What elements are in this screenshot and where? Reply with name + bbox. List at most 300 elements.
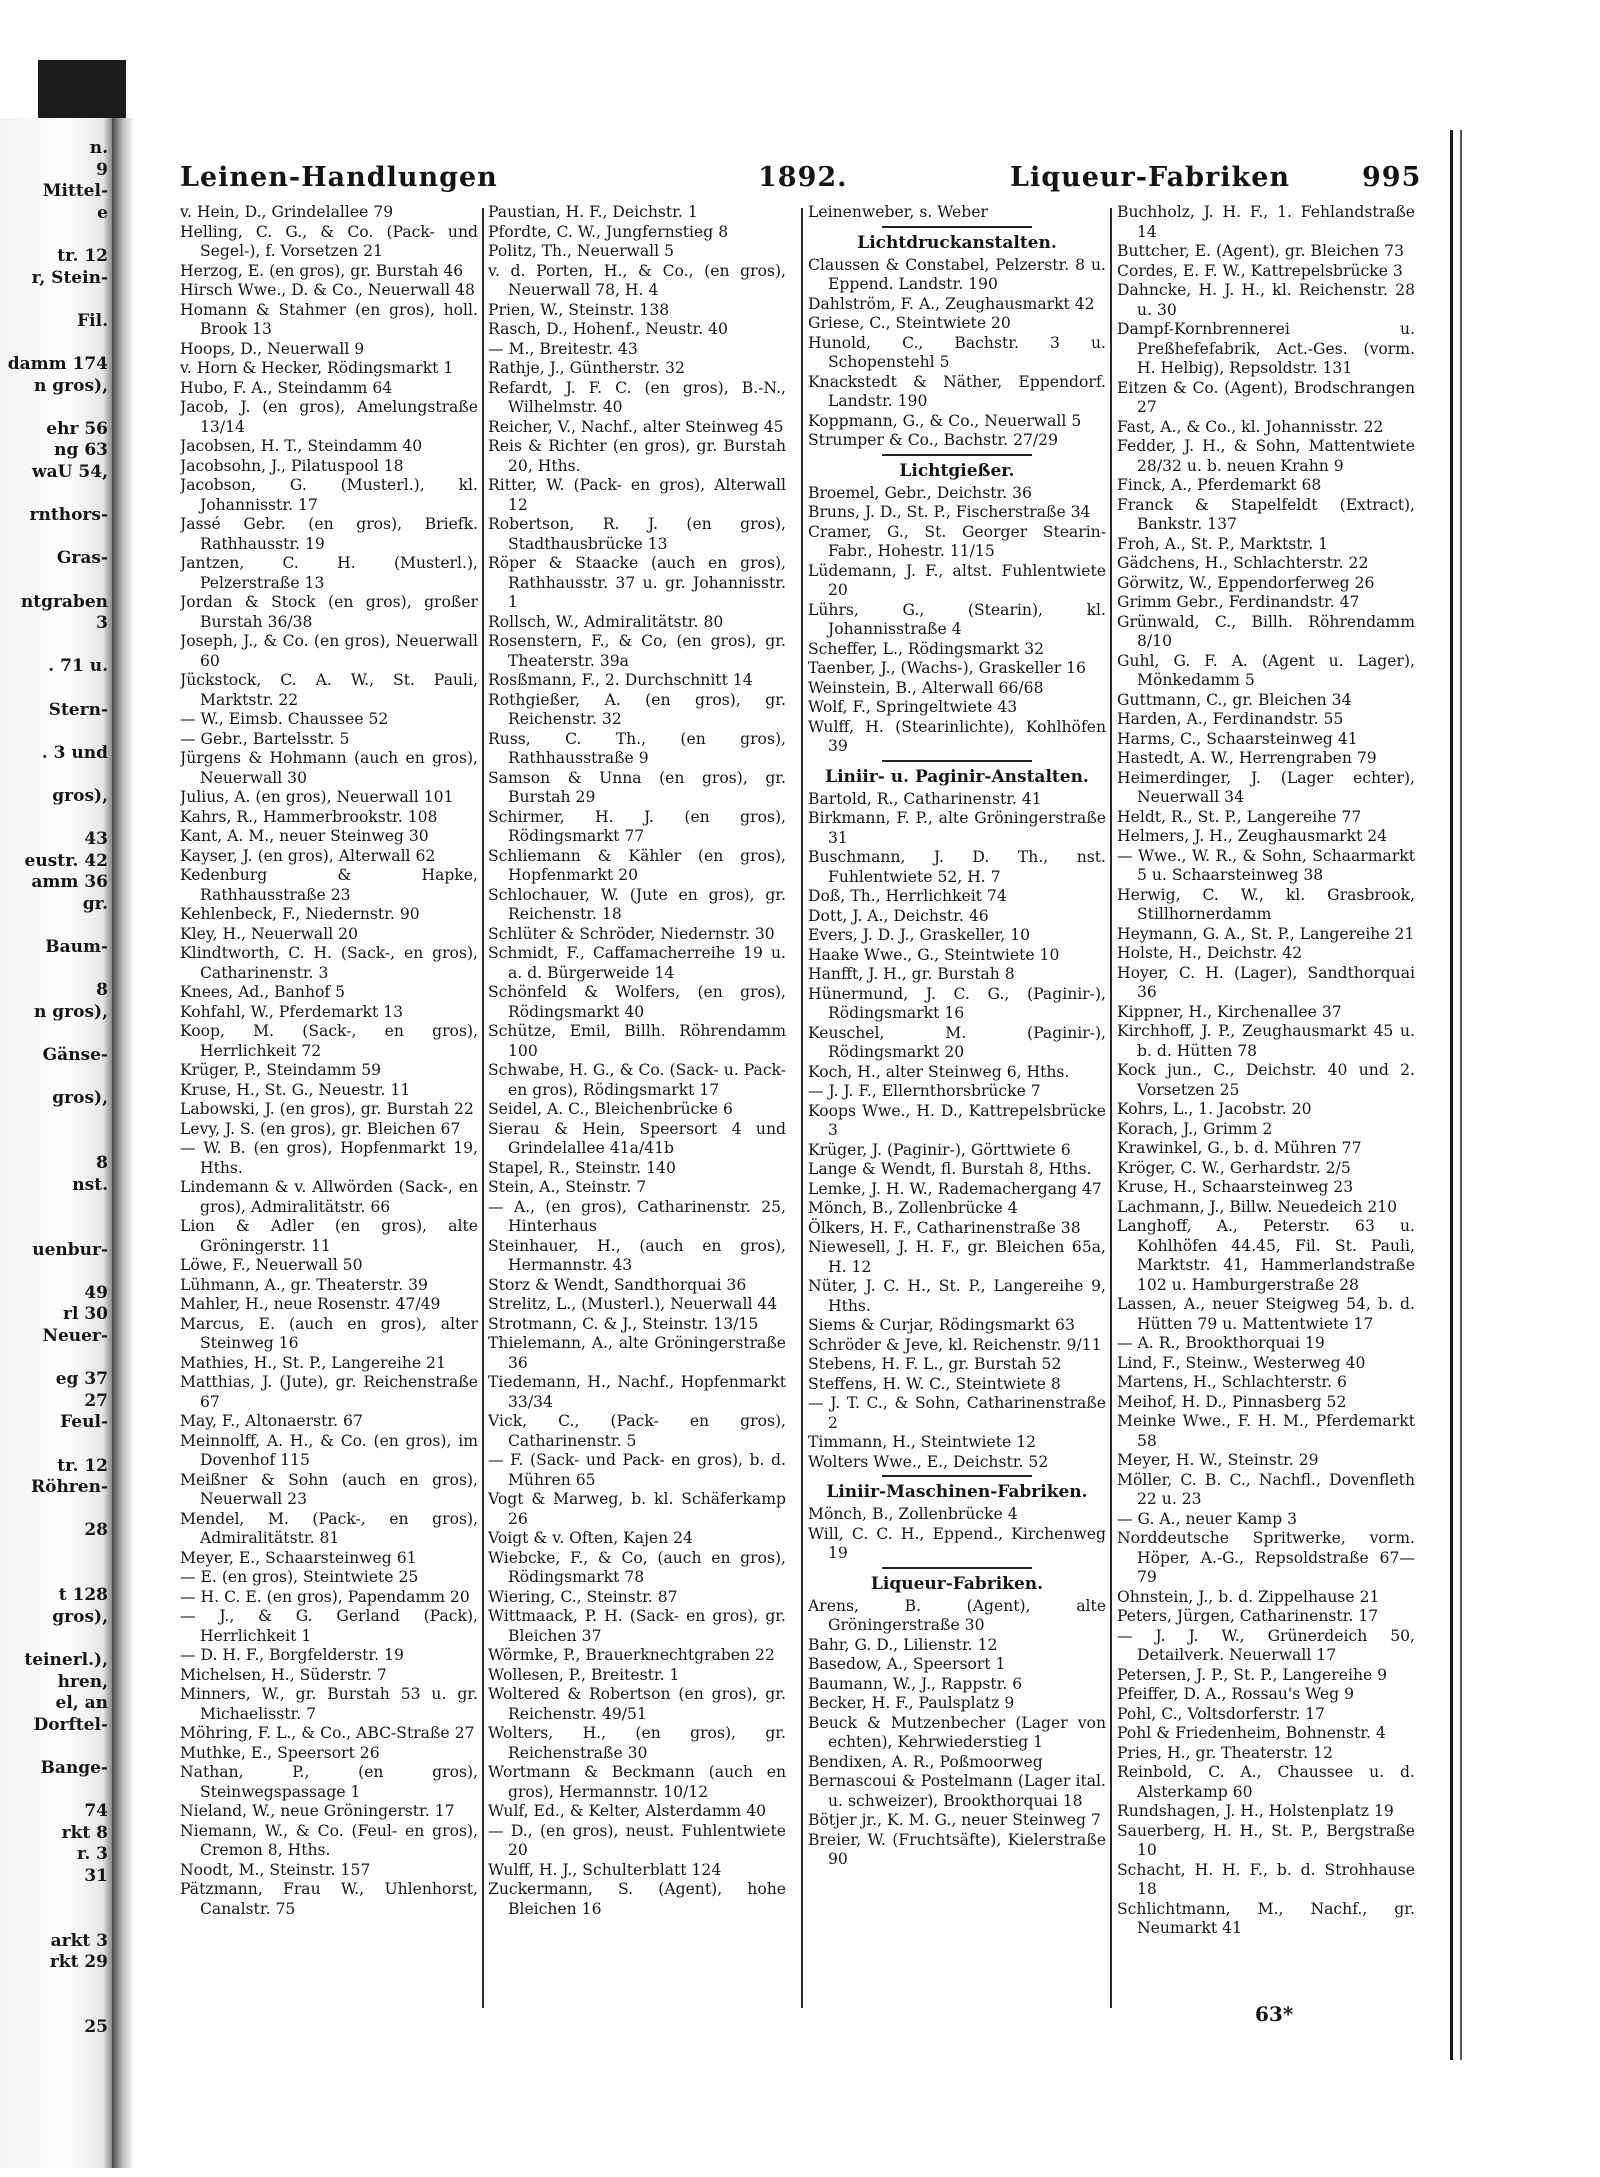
directory-entry: Prien, W., Steinstr. 138 (488, 300, 670, 319)
previous-page-line: Baum- (45, 937, 108, 958)
directory-entry: Klindtworth, C. H. (Sack-, en gros), Catharinenstr. 3 (180, 944, 478, 982)
directory-entry: — H. C. E. (en gros), Papendamm 20 (180, 1587, 470, 1606)
directory-entry: Ohnstein, J., b. d. Zippelhause 21 (1117, 1587, 1380, 1606)
directory-entry: Norddeutsche Spritwerke, vorm. Höper, A.-G., Repsoldstraße 67—79 (1117, 1529, 1415, 1586)
directory-entry: Levy, J. S. (en gros), gr. Bleichen 67 (180, 1119, 461, 1138)
directory-entry: Görwitz, W., Eppendorferweg 26 (1117, 573, 1375, 592)
directory-entry: — W. B. (en gros), Hopfenmarkt 19, Hths. (180, 1139, 478, 1177)
directory-entry: Reinbold, C. A., Chaussee u. d. Alsterkamp 60 (1117, 1763, 1415, 1801)
directory-entry: Knees, Ad., Banhof 5 (180, 983, 346, 1001)
directory-entry: Schlüter & Schröder, Niedernstr. 30 (488, 924, 775, 943)
previous-page-line: el, an (55, 1693, 108, 1714)
directory-entry: Niemann, W., & Co. (Feul- en gros), Cremon 8, Hths. (180, 1821, 478, 1859)
directory-entry: Jürgens & Hohmann (auch en gros), Neuerwall 30 (180, 749, 478, 787)
directory-entry: Schlochauer, W. (Jute en gros), gr. Reichenstr. 18 (488, 885, 786, 923)
previous-page-line: eustr. 42 (24, 850, 108, 871)
directory-entry: Buschmann, J. D. Th., nst. Fuhlentwiete 52, H. 7 (808, 848, 1106, 886)
directory-entry: Froh, A., St. P., Marktstr. 1 (1117, 534, 1329, 553)
directory-entry: Krüger, J. (Paginir-), Görttwiete 6 (808, 1140, 1071, 1159)
previous-page-line: Fil. (77, 310, 108, 331)
directory-entry: Helmers, J. H., Zeughausmarkt 24 (1117, 827, 1388, 845)
directory-entry: Wolf, F., Springeltwiete 43 (808, 698, 1018, 716)
directory-entry: Gädchens, H., Schlachterstr. 22 (1117, 554, 1369, 572)
directory-entry: Dott, J. A., Deichstr. 46 (808, 906, 989, 925)
directory-entry: Meyer, E., Schaarsteinweg 61 (180, 1548, 417, 1567)
directory-entry: Ölkers, H. F., Catharinenstraße 38 (808, 1218, 1081, 1237)
directory-entry: Kröger, C. W., Gerhardstr. 2/5 (1117, 1158, 1351, 1177)
directory-entry: Lassen, A., neuer Steigweg 54, b. d. Hütten 79 u. Mattentwiete 17 (1117, 1295, 1415, 1333)
directory-entry: Becker, H. F., Paulsplatz 9 (808, 1694, 1015, 1712)
directory-entry: Möller, C. B. C., Nachfl., Dovenfleth 22 u. 23 (1117, 1470, 1415, 1508)
directory-entry: Rothgießer, A. (en gros), gr. Reichenstr. 32 (488, 690, 786, 728)
previous-page-line: t 128 (58, 1585, 108, 1606)
directory-entry: Jassé Gebr. (en gros), Briefk. Rathhausstr. 19 (180, 515, 478, 553)
directory-entry: Guhl, G. F. A. (Agent u. Lager), Mönkedamm 5 (1117, 651, 1415, 689)
directory-entry: Wulf, Ed., & Kelter, Alsterdamm 40 (488, 1802, 767, 1820)
directory-entry: Bartold, R., Catharinenstr. 41 (808, 789, 1042, 808)
directory-entry: Hubo, F. A., Steindamm 64 (180, 378, 393, 397)
directory-entry: Buchholz, J. H. F., 1. Fehlandstraße 14 (1117, 203, 1415, 241)
directory-entry: Pätzmann, Frau W., Uhlenhorst, Canalstr. 75 (180, 1880, 478, 1918)
directory-entry: May, F., Altonaerstr. 67 (180, 1412, 363, 1430)
directory-entry: Labowski, J. (en gros), gr. Burstah 22 (180, 1100, 474, 1118)
directory-entry: Politz, Th., Neuerwall 5 (488, 242, 675, 260)
previous-page-line: r. 3 (76, 1844, 108, 1865)
column-rule (801, 208, 803, 2008)
directory-entry: Schacht, H. H. F., b. d. Strohhause 18 (1117, 1860, 1415, 1898)
previous-page-line: Gras- (56, 548, 108, 569)
directory-entry: Herzog, E. (en gros), gr. Burstah 46 (180, 261, 464, 280)
previous-page-line: . 3 und (41, 742, 108, 763)
directory-entry: Koch, H., alter Steinweg 6, Hths. (808, 1062, 1070, 1081)
directory-entry: Fedder, J. H., & Sohn, Mattentwiete 28/32 u. b. neuen Krahn 9 (1117, 437, 1415, 475)
page-edge-line-inner (1460, 130, 1462, 2060)
directory-entry: Rosenstern, F., & Co, (en gros), gr. Theaterstr. 39a (488, 632, 786, 670)
directory-entry: Heymann, G. A., St. P., Langereihe 21 (1117, 924, 1415, 943)
section-heading: Lichtgießer. (899, 460, 1015, 481)
directory-entry: Kirchhoff, J. P., Zeughausmarkt 45 u. b. d. Hütten 78 (1117, 1022, 1415, 1060)
directory-entry: Grimm Gebr., Ferdinandstr. 47 (1117, 593, 1360, 611)
previous-page-line: r, Stein- (31, 267, 108, 288)
directory-entry: Thielemann, A., alte Gröningerstraße 36 (488, 1334, 786, 1372)
directory-entry: Weinstein, B., Alterwall 66/68 (808, 678, 1044, 697)
directory-entry: — E. (en gros), Steintwiete 25 (180, 1568, 419, 1586)
gutter-shadow (112, 118, 134, 2168)
directory-entry: Franck & Stapelfeldt (Extract), Bankstr. 137 (1117, 495, 1415, 533)
directory-entry: Wortmann & Beckmann (auch en gros), Hermannstr. 10/12 (488, 1763, 786, 1801)
directory-entry: Griese, C., Steintwiete 20 (808, 314, 1011, 332)
directory-entry: Reicher, V., Nachf., alter Steinweg 45 (488, 417, 784, 436)
directory-entry: Broemel, Gebr., Deichstr. 36 (808, 483, 1032, 502)
previous-page-line: Bange- (40, 1758, 108, 1778)
directory-entry: Wollesen, P., Breitestr. 1 (488, 1665, 680, 1684)
directory-entry: Kippner, H., Kirchenallee 37 (1117, 1002, 1342, 1021)
previous-page-line: ehr 56 (46, 418, 108, 439)
previous-page-line: uenbur- (32, 1239, 108, 1260)
previous-page-line: Mittel- (42, 181, 108, 202)
directory-entry: Russ, C. Th., (en gros), Rathhausstraße 9 (488, 729, 786, 767)
directory-entry: — D. H. F., Borgfelderstr. 19 (180, 1646, 404, 1664)
directory-entry: Koppmann, G., & Co., Neuerwall 5 (808, 411, 1082, 430)
previous-page-line: arkt 3 (50, 1930, 108, 1951)
directory-entry: Kayser, J. (en gros), Alterwall 62 (180, 846, 436, 865)
directory-entry: Kant, A. M., neuer Steinweg 30 (180, 827, 429, 845)
directory-entry: Grünwald, C., Billh. Röhrendamm 8/10 (1117, 612, 1415, 650)
directory-entry: Wulff, H. (Stearinlichte), Kohlhöfen 39 (808, 717, 1106, 755)
directory-entry: Stebens, H. F. L., gr. Burstah 52 (808, 1355, 1062, 1373)
directory-entry: Julius, A. (en gros), Neuerwall 101 (180, 788, 454, 806)
section-rule (882, 226, 1032, 228)
directory-entry: Mahler, H., neue Rosenstr. 47/49 (180, 1295, 441, 1313)
directory-entry: Koop, M. (Sack-, en gros), Herrlichkeit 72 (180, 1022, 478, 1060)
directory-entry: Koops Wwe., H. D., Kattrepelsbrücke 3 (808, 1101, 1106, 1139)
directory-entry: Nathan, P., (en gros), Steinwegspassage 1 (180, 1763, 478, 1801)
directory-entry: Bendixen, A. R., Poßmoorweg (808, 1752, 1043, 1771)
previous-page-line: 25 (84, 2017, 108, 2038)
previous-page-line: amm 36 (31, 872, 108, 893)
directory-entry: Dampf-Kornbrennerei u. Preßhefefabrik, Act.-Ges. (vorm. H. Helbig), Repsoldstr. 131 (1117, 320, 1415, 377)
previous-page-line: Dorftel- (33, 1714, 108, 1735)
directory-entry: Mönch, B., Zollenbrücke 4 (808, 1199, 1018, 1217)
previous-page-fragment (0, 118, 112, 2168)
directory-entry: Rollsch, W., Admiralitätstr. 80 (488, 612, 724, 631)
directory-entry: Peters, Jürgen, Catharinenstr. 17 (1117, 1607, 1379, 1625)
previous-page-line: waU 54, (32, 462, 108, 482)
directory-entry: Krawinkel, G., b. d. Mühren 77 (1117, 1139, 1362, 1157)
directory-entry: Jacobsohn, J., Pilatuspool 18 (180, 456, 404, 475)
directory-entry: Basedow, A., Speersort 1 (808, 1655, 1006, 1673)
previous-page-line: teinerl.), (24, 1650, 108, 1670)
directory-entry: Samson & Unna (en gros), gr. Burstah 29 (488, 768, 786, 806)
directory-entry: Meihof, H. D., Pinnasberg 52 (1117, 1392, 1347, 1411)
directory-entry: Strelitz, L., (Musterl.), Neuerwall 44 (488, 1295, 778, 1313)
previous-page-line: n gros), (34, 1002, 108, 1022)
page-edge-line (1450, 130, 1453, 2060)
directory-entry: Mathies, H., St. P., Langereihe 21 (180, 1353, 446, 1372)
directory-entry: Lange & Wendt, fl. Burstah 8, Hths. (808, 1160, 1092, 1178)
previous-page-line: ng 63 (54, 440, 108, 461)
directory-entry: Pfordte, C. W., Jungfernstieg 8 (488, 222, 729, 241)
directory-entry: Steffens, H. W. C., Steintwiete 8 (808, 1374, 1061, 1393)
directory-entry: v. Hein, D., Grindelallee 79 (180, 203, 394, 221)
directory-entry: Joseph, J., & Co. (en gros), Neuerwall 60 (180, 632, 478, 670)
directory-entry: Ritter, W. (Pack- en gros), Alterwall 12 (488, 476, 786, 514)
directory-entry: Pohl & Friedenheim, Bohnenstr. 4 (1117, 1724, 1386, 1742)
directory-entry: Lühmann, A., gr. Theaterstr. 39 (180, 1275, 428, 1294)
directory-entry: Schmidt, F., Caffamacherreihe 19 u. a. d. Bürgerweide 14 (488, 944, 786, 982)
directory-entry: Wolters Wwe., E., Deichstr. 52 (808, 1452, 1049, 1471)
directory-entry: Evers, J. D. J., Graskeller, 10 (808, 926, 1031, 944)
directory-entry: — A. R., Brookthorquai 19 (1117, 1334, 1325, 1352)
directory-entry: Taenber, J., (Wachs-), Graskeller 16 (808, 659, 1086, 677)
previous-page-line: tr. 12 (57, 1455, 108, 1476)
directory-entry: Woltered & Robertson (en gros), gr. Reichenstr. 49/51 (488, 1685, 786, 1723)
directory-entry: Hoops, D., Neuerwall 9 (180, 339, 365, 358)
directory-entry: Tiedemann, H., Nachf., Hopfenmarkt 33/34 (488, 1373, 786, 1411)
directory-column-1 (180, 203, 478, 2013)
directory-entry: Schirmer, H. J. (en gros), Rödingsmarkt 77 (488, 807, 786, 845)
directory-entry: Fast, A., & Co., kl. Johannisstr. 22 (1117, 417, 1384, 436)
header-year: 1892. (758, 162, 848, 193)
directory-entry: Bötjer jr., K. M. G., neuer Steinweg 7 (808, 1811, 1101, 1829)
section-rule (882, 760, 1032, 762)
directory-entry: Petersen, J. P., St. P., Langereihe 9 (1117, 1665, 1388, 1684)
previous-page-line: 74 (84, 1801, 108, 1822)
directory-entry: Rathje, J., Güntherstr. 32 (488, 359, 685, 377)
top-margin (0, 0, 1600, 60)
previous-page-line: 9 (96, 159, 108, 180)
directory-entry: Matthias, J. (Jute), gr. Reichenstraße 67 (180, 1373, 478, 1411)
directory-entry: Löwe, F., Neuerwall 50 (180, 1256, 363, 1274)
directory-entry: Strotmann, C. & J., Steinstr. 13/15 (488, 1314, 759, 1333)
directory-entry: Nüter, J. C. H., St. P., Langereihe 9, Hths. (808, 1277, 1106, 1315)
directory-entry: Kruse, H., St. G., Neuestr. 11 (180, 1080, 411, 1099)
directory-entry: Lachmann, J., Billw. Neuedeich 210 (1117, 1197, 1398, 1216)
directory-entry: Stein, A., Steinstr. 7 (488, 1178, 647, 1196)
directory-entry: Bernascoui & Postelmann (Lager ital. u. schweizer), Brookthorquai 18 (808, 1772, 1106, 1810)
directory-entry: Kruse, H., Schaarsteinweg 23 (1117, 1178, 1354, 1196)
previous-page-line: e (97, 202, 108, 223)
directory-entry: Cramer, G., St. Georger Stearin-Fabr., Hohestr. 11/15 (808, 522, 1106, 560)
header-left-title: Leinen-Handlungen (180, 162, 498, 193)
directory-entry: Herwig, C. W., kl. Grasbrook, Stillhornerdamm (1117, 885, 1415, 923)
column-rule (1110, 208, 1112, 2008)
directory-entry: Vogt & Marweg, b. kl. Schäferkamp 26 (488, 1490, 786, 1528)
directory-entry: Meinnolff, A. H., & Co. (en gros), im Dovenhof 115 (180, 1431, 478, 1469)
directory-entry: Schliemann & Kähler (en gros), Hopfenmarkt 20 (488, 846, 786, 884)
directory-entry: Leinenweber, s. Weber (808, 203, 988, 221)
directory-entry: — G. A., neuer Kamp 3 (1117, 1509, 1298, 1528)
directory-entry: — W., Eimsb. Chaussee 52 (180, 710, 389, 728)
signature-mark: 63* (1255, 2002, 1294, 2026)
directory-entry: Schwabe, H. G., & Co. (Sack- u. Pack- en gros), Rödingsmarkt 17 (488, 1061, 786, 1099)
directory-entry: Meißner & Sohn (auch en gros), Neuerwall 23 (180, 1470, 478, 1508)
directory-entry: Martens, H., Schlachterstr. 6 (1117, 1373, 1347, 1391)
previous-page-line: gros), (52, 1088, 108, 1109)
previous-page-line: rkt 29 (49, 1952, 108, 1973)
directory-entry: Keuschel, M. (Paginir-), Rödingsmarkt 20 (808, 1023, 1106, 1061)
directory-entry: Jacobsen, H. T., Steindamm 40 (180, 437, 423, 455)
directory-entry: — J. T. C., & Sohn, Catharinenstraße 2 (808, 1394, 1106, 1432)
directory-entry: Hünermund, J. C. G., (Paginir-), Rödingsmarkt 16 (808, 984, 1106, 1022)
previous-page-line: ntgraben (20, 591, 108, 612)
directory-entry: Heimerdinger, J. (Lager echter), Neuerwall 34 (1117, 768, 1415, 806)
previous-page-line: 43 (84, 829, 108, 850)
directory-entry: Meinke Wwe., F. H. M., Pferdemarkt 58 (1117, 1412, 1415, 1450)
directory-entry: Jacob, J. (en gros), Amelungstraße 13/14 (180, 398, 478, 436)
directory-entry: Kehlenbeck, F., Niedernstr. 90 (180, 905, 420, 923)
directory-entry: Doß, Th., Herrlichkeit 74 (808, 887, 1007, 905)
directory-entry: Will, C. C. H., Eppend., Kirchenweg 19 (808, 1524, 1106, 1562)
previous-page-line: 27 (84, 1390, 108, 1411)
directory-column-3 (808, 203, 1106, 2013)
directory-entry: Meyer, H. W., Steinstr. 29 (1117, 1451, 1319, 1469)
previous-page-line: hren, (57, 1671, 108, 1692)
directory-entry: Marcus, E. (auch en gros), alter Steinweg 16 (180, 1314, 478, 1352)
section-heading: Liqueur-Fabriken. (870, 1573, 1044, 1594)
directory-entry: Harden, A., Ferdinandstr. 55 (1117, 710, 1344, 728)
directory-entry: Korach, J., Grimm 2 (1117, 1119, 1273, 1138)
directory-entry: Jacobson, G. (Musterl.), kl. Johannisstr. 17 (180, 476, 478, 514)
directory-entry: Arens, B. (Agent), alte Gröningerstraße 30 (808, 1596, 1106, 1634)
previous-page-line: gros), (52, 786, 108, 806)
directory-column-4 (1117, 203, 1415, 2013)
book-spine-shadow (38, 60, 126, 118)
section-heading: Liniir- u. Paginir-Anstalten. (825, 766, 1089, 787)
previous-page-line: Gänse- (42, 1045, 108, 1066)
previous-page-line: 31 (84, 1866, 108, 1886)
directory-entry: Pohl, C., Voltsdorferstr. 17 (1117, 1704, 1325, 1723)
directory-entry: — J., & G. Gerland (Pack), Herrlichkeit 1 (180, 1607, 478, 1645)
directory-entry: Robertson, R. J. (en gros), Stadthausbrücke 13 (488, 515, 786, 553)
previous-page-line: n gros), (34, 375, 108, 396)
directory-entry: Beuck & Mutzenbecher (Lager von echten), Kehrwiederstieg 1 (808, 1713, 1106, 1751)
directory-entry: Hoyer, C. H. (Lager), Sandthorquai 36 (1117, 963, 1415, 1001)
directory-entry: Kock jun., C., Deichstr. 40 und 2. Vorsetzen 25 (1117, 1061, 1415, 1099)
directory-entry: Pfeiffer, D. A., Rossau's Weg 9 (1117, 1685, 1354, 1703)
directory-entry: Schlichtmann, M., Nachf., gr. Neumarkt 41 (1117, 1899, 1415, 1937)
directory-entry: Sierau & Hein, Speersort 4 und Grindelallee 41a/41b (488, 1119, 786, 1157)
previous-page-line: nst. (72, 1174, 108, 1195)
directory-entry: Wiering, C., Steinstr. 87 (488, 1587, 678, 1606)
directory-entry: Timmann, H., Steintwiete 12 (808, 1433, 1037, 1451)
section-heading: Lichtdruckanstalten. (857, 232, 1057, 253)
directory-entry: Schütze, Emil, Billh. Röhrendamm 100 (488, 1022, 786, 1060)
directory-entry: Langhoff, A., Peterstr. 63 u. Kohlhöfen 44.45, Fil. St. Pauli, Marktstr. 41, Hammerlandstraße 102 u. Hamburgerstraße 28 (1117, 1217, 1415, 1294)
directory-entry: Steinhauer, H., (auch en gros), Hermannstr. 43 (488, 1236, 786, 1274)
directory-entry: Paustian, H. F., Deichstr. 1 (488, 203, 698, 221)
previous-page-line: rl 30 (63, 1304, 108, 1325)
directory-entry: Kahrs, R., Hammerbrookstr. 108 (180, 807, 438, 826)
previous-page-line: Neuer- (42, 1326, 108, 1346)
directory-entry: Refardt, J. F. C. (en gros), B.-N., Wilhelmstr. 40 (488, 378, 786, 416)
section-heading: Liniir-Maschinen-Fabriken. (826, 1482, 1088, 1502)
previous-page-line: tr. 12 (57, 246, 108, 266)
directory-entry: Bruns, J. D., St. P., Fischerstraße 34 (808, 503, 1091, 521)
directory-entry: Mendel, M. (Pack-, en gros), Admiralitätstr. 81 (180, 1509, 478, 1547)
directory-entry: Wörmke, P., Brauerknechtgraben 22 (488, 1646, 775, 1664)
directory-entry: Dahlström, F. A., Zeughausmarkt 42 (808, 294, 1095, 313)
directory-entry: — F. (Sack- und Pack- en gros), b. d. Mühren 65 (488, 1451, 786, 1489)
directory-entry: Haake Wwe., G., Steintwiete 10 (808, 945, 1060, 964)
directory-entry: Hastedt, A. W., Herrengraben 79 (1117, 749, 1377, 767)
previous-page-line: gr. (82, 894, 108, 914)
directory-entry: Wittmaack, P. H. (Sack- en gros), gr. Bleichen 37 (488, 1607, 786, 1645)
directory-entry: Stapel, R., Steinstr. 140 (488, 1158, 676, 1177)
previous-page-line: Stern- (48, 699, 108, 720)
previous-page-line: 49 (84, 1282, 108, 1303)
directory-entry: Voigt & v. Often, Kajen 24 (488, 1529, 693, 1547)
previous-page-line: rnthors- (29, 505, 108, 526)
directory-entry: Krüger, P., Steindamm 59 (180, 1061, 382, 1079)
directory-entry: Eitzen & Co. (Agent), Brodschrangen 27 (1117, 378, 1415, 416)
header-right-title: Liqueur-Fabriken (1010, 162, 1291, 193)
directory-entry: Nieland, W., neue Gröningerstr. 17 (180, 1802, 455, 1820)
directory-entry: Homann & Stahmer (en gros), holl. Brook 13 (180, 300, 478, 338)
directory-entry: Rasch, D., Hohenf., Neustr. 40 (488, 320, 728, 338)
directory-entry: Guttmann, C., gr. Bleichen 34 (1117, 690, 1352, 709)
page-number: 995 (1362, 162, 1422, 193)
previous-page-line: eg 37 (55, 1369, 108, 1390)
directory-column-2 (488, 203, 786, 2013)
directory-entry: Noodt, M., Steinstr. 157 (180, 1860, 371, 1879)
previous-page-line: 8 (96, 980, 108, 1001)
previous-page-line: n. (89, 138, 108, 158)
directory-entry: Pries, H., gr. Theaterstr. 12 (1117, 1743, 1333, 1762)
previous-page-line: rkt 8 (61, 1822, 108, 1843)
section-rule (882, 1475, 1032, 1477)
directory-entry: Bahr, G. D., Lilienstr. 12 (808, 1635, 998, 1654)
directory-entry: — D., (en gros), neust. Fuhlentwiete 20 (488, 1821, 786, 1859)
directory-entry: Sauerberg, H. H., St. P., Bergstraße 10 (1117, 1821, 1415, 1859)
directory-entry: Jückstock, C. A. W., St. Pauli, Marktstr. 22 (180, 671, 478, 709)
previous-page-line: damm 174 (7, 354, 108, 374)
directory-entry: Heldt, R., St. P., Langereihe 77 (1117, 807, 1362, 826)
directory-entry: Jantzen, C. H. (Musterl.), Pelzerstraße 13 (180, 554, 478, 592)
directory-entry: Lindemann & v. Allwörden (Sack-, en gros), Admiralitätstr. 66 (180, 1178, 478, 1216)
directory-entry: Muthke, E., Speersort 26 (180, 1743, 380, 1762)
directory-entry: Finck, A., Pferdemarkt 68 (1117, 476, 1322, 494)
directory-entry: — J. J. F., Ellernthorsbrücke 7 (808, 1082, 1041, 1100)
directory-entry: Reis & Richter (en gros), gr. Burstah 20, Hths. (488, 437, 786, 475)
directory-entry: Cordes, E. F. W., Kattrepelsbrücke 3 (1117, 261, 1403, 280)
directory-entry: — Wwe., W. R., & Sohn, Schaarmarkt 5 u. Schaarsteinweg 38 (1117, 846, 1415, 884)
directory-entry: Lion & Adler (en gros), alte Gröningerstr. 11 (180, 1217, 478, 1255)
directory-entry: Dahncke, H. J. H., kl. Reichenstr. 28 u. 30 (1117, 281, 1415, 319)
directory-entry: Schönfeld & Wolfers, (en gros), Rödingsmarkt 40 (488, 983, 786, 1021)
directory-entry: Scheffer, L., Rödingsmarkt 32 (808, 639, 1045, 658)
directory-entry: Zuckermann, S. (Agent), hohe Bleichen 16 (488, 1880, 786, 1918)
directory-entry: Minners, W., gr. Burstah 53 u. gr. Michaelisstr. 7 (180, 1685, 478, 1723)
directory-entry: — M., Breitestr. 43 (488, 339, 638, 358)
directory-entry: Hirsch Wwe., D. & Co., Neuerwall 48 (180, 281, 475, 299)
directory-entry: v. d. Porten, H., & Co., (en gros), Neuerwall 78, H. 4 (488, 261, 786, 299)
directory-entry: Lührs, G., (Stearin), kl. Johannisstraße 4 (808, 600, 1106, 638)
previous-page-line: . 71 u. (48, 656, 108, 677)
directory-entry: Röper & Staacke (auch en gros), Rathhausstr. 37 u. gr. Johannisstr. 1 (488, 554, 786, 611)
directory-entry: Siems & Curjar, Rödingsmarkt 63 (808, 1316, 1075, 1334)
directory-entry: Hanfft, J. H., gr. Burstah 8 (808, 965, 1015, 983)
directory-entry: Strumper & Co., Bachstr. 27/29 (808, 431, 1059, 449)
directory-entry: Kley, H., Neuerwall 20 (180, 924, 359, 943)
directory-entry: Kohrs, L., 1. Jacobstr. 20 (1117, 1100, 1312, 1118)
section-rule (882, 1567, 1032, 1569)
directory-entry: Birkmann, F. P., alte Gröningerstraße 31 (808, 809, 1106, 847)
directory-entry: Knackstedt & Näther, Eppendorf. Landstr. 190 (808, 372, 1106, 410)
directory-entry: Wulff, H. J., Schulterblatt 124 (488, 1860, 722, 1879)
directory-entry: Wolters, H., (en gros), gr. Reichenstraße 30 (488, 1724, 786, 1762)
directory-entry: Wiebcke, F., & Co, (auch en gros), Rödingsmarkt 78 (488, 1548, 786, 1586)
directory-entry: — J. J. W., Grünerdeich 50, Detailverk. Neuerwall 17 (1117, 1626, 1415, 1664)
directory-entry: Michelsen, H., Süderstr. 7 (180, 1665, 387, 1684)
previous-page-line: 3 (96, 613, 108, 634)
directory-entry: Breier, W. (Fruchtsäfte), Kielerstraße 90 (808, 1830, 1106, 1868)
directory-entry: Kedenburg & Hapke, Rathhausstraße 23 (180, 866, 478, 904)
previous-page-line: Röhren- (30, 1477, 108, 1498)
directory-entry: Rosßmann, F., 2. Durchschnitt 14 (488, 671, 753, 689)
directory-entry: Mönch, B., Zollenbrücke 4 (808, 1505, 1018, 1523)
previous-page-line: 28 (84, 1520, 108, 1541)
column-rule (482, 208, 484, 2008)
directory-entry: Lemke, J. H. W., Rademachergang 47 (808, 1179, 1102, 1198)
directory-entry: Baumann, W., J., Rappstr. 6 (808, 1674, 1023, 1693)
directory-entry: Möhring, F. L., & Co., ABC-Straße 27 (180, 1724, 475, 1742)
previous-page-line: Feul- (60, 1412, 108, 1433)
directory-entry: Lüdemann, J. F., altst. Fuhlentwiete 20 (808, 561, 1106, 599)
directory-entry: Helling, C. G., & Co. (Pack- und Segel-), f. Vorsetzen 21 (180, 222, 478, 260)
section-rule (882, 454, 1032, 456)
directory-entry: Vick, C., (Pack- en gros), Catharinenstr. 5 (488, 1412, 786, 1450)
